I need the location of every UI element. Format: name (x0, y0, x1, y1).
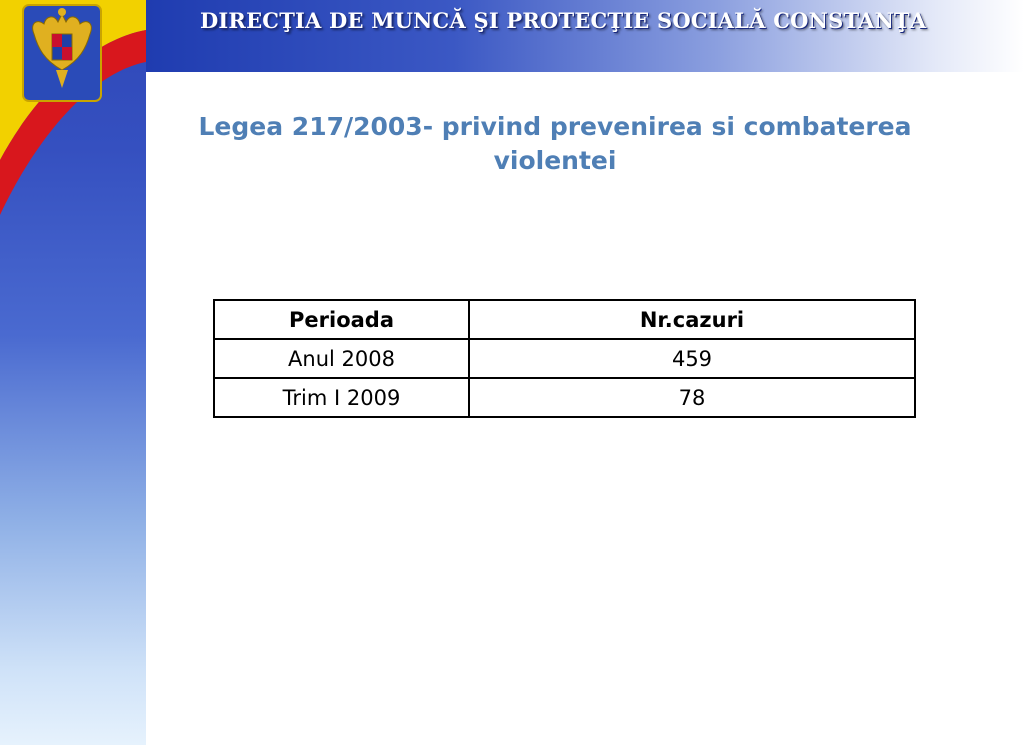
cell-period: Trim I 2009 (214, 378, 469, 417)
table-row (214, 339, 915, 378)
slide-title (150, 110, 960, 178)
romanian-coat-of-arms-icon (22, 4, 102, 102)
cell-cases: 78 (469, 378, 915, 417)
cell-period: Anul 2008 (214, 339, 469, 378)
column-header-perioada: Perioada (214, 300, 469, 339)
header-title: DIRECŢIA DE MUNCĂ ŞI PROTECŢIE SOCIALĂ CONSTANŢA (200, 8, 927, 33)
column-header-nr-cazuri: Nr.cazuri (469, 300, 915, 339)
cell-cases: 459 (469, 339, 915, 378)
slide-title-line-1: Legea 217/2003- privind prevenirea si combaterea (198, 112, 912, 141)
cases-table (213, 299, 916, 418)
table-header-row (214, 300, 915, 339)
slide-title-line-2: violentei (493, 146, 617, 175)
table-row (214, 378, 915, 417)
